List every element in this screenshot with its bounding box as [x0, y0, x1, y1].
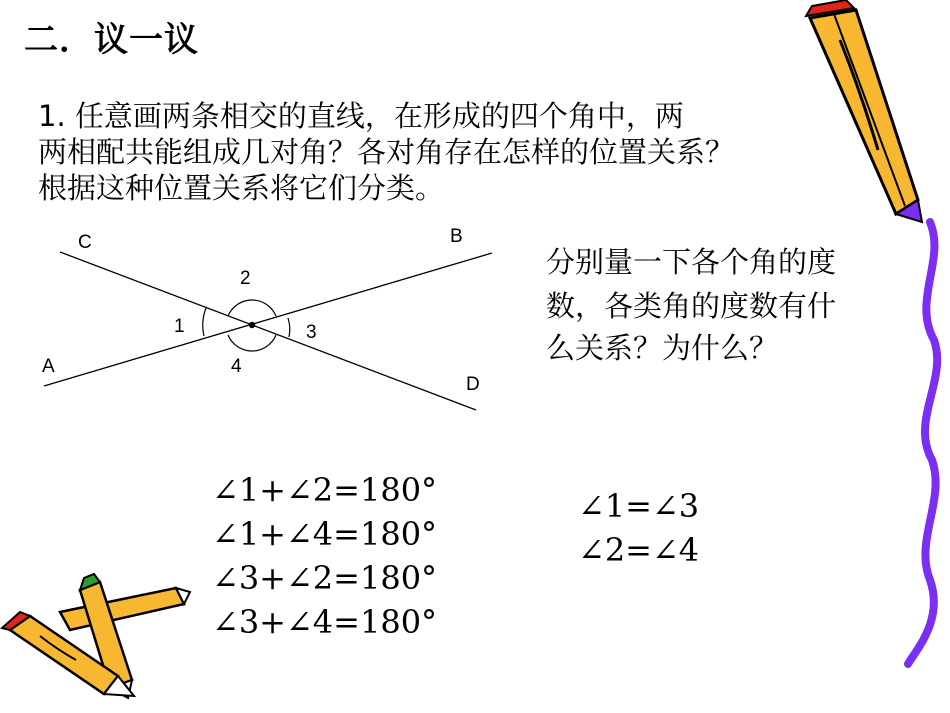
- squiggle-ribbon: [908, 222, 937, 664]
- angle-1-arc: [203, 308, 206, 336]
- angle-2-arc: [228, 300, 276, 316]
- side-question-line-3: 么关系？为什么？: [546, 331, 779, 365]
- angle-label-2: 2: [240, 268, 251, 289]
- angle-label-4: 4: [231, 356, 242, 377]
- equation-6: ∠2=∠4: [578, 531, 700, 569]
- angle-3-arc: [288, 318, 290, 337]
- slide-title: 二．议一议: [24, 20, 199, 60]
- angle-label-1: 1: [174, 316, 185, 337]
- question-line-3: 根据这种位置关系将它们分类。: [38, 171, 445, 205]
- point-label-a: A: [42, 356, 55, 377]
- question-line-1: 1. 任意画两条相交的直线，在形成的四个角中，两: [38, 99, 684, 133]
- pencils-icon: [2, 574, 190, 698]
- angle-4-arc: [228, 335, 276, 351]
- equation-3: ∠3+∠2=180°: [212, 559, 438, 597]
- point-label-b: B: [450, 226, 463, 247]
- equation-5: ∠1=∠3: [578, 487, 700, 525]
- equation-4: ∠3+∠4=180°: [212, 603, 438, 641]
- point-label-d: D: [466, 374, 480, 395]
- point-label-c: C: [78, 232, 92, 253]
- side-question-line-2: 数，各类角的度数有什: [546, 289, 837, 323]
- equation-2: ∠1+∠4=180°: [212, 515, 438, 553]
- pencil-icon: [806, 0, 922, 222]
- question-line-2: 两相配共能组成几对角？各对角存在怎样的位置关系？: [38, 135, 735, 169]
- line-ab: [44, 253, 492, 386]
- side-question-line-1: 分别量一下各个角的度: [546, 245, 837, 279]
- angle-label-3: 3: [306, 322, 317, 343]
- equation-1: ∠1+∠2=180°: [212, 471, 438, 509]
- intersection-point: [249, 322, 255, 328]
